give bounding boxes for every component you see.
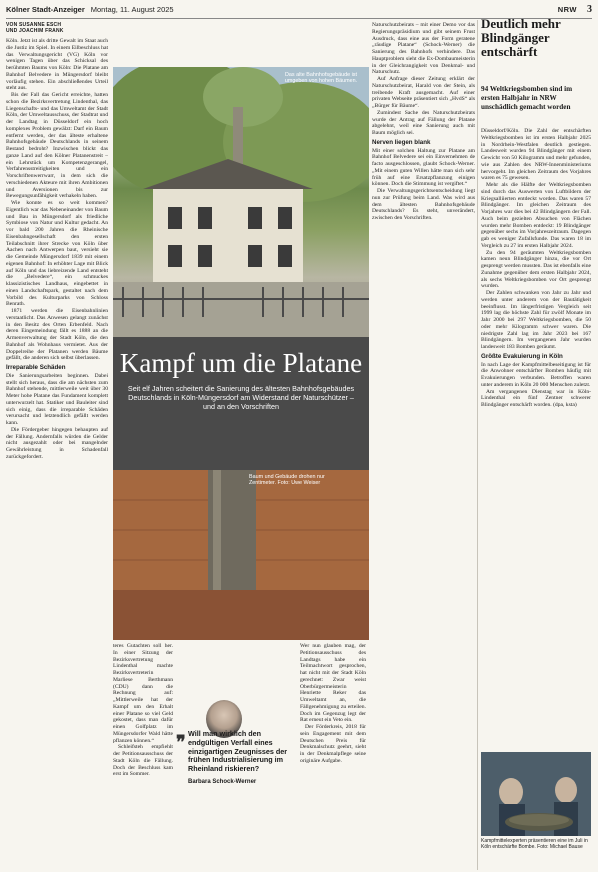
photo-station-building: [113, 67, 369, 337]
paragraph: Köln. Jetzt ist als dritte Gewalt im Staat auch die Justiz im Spiel. In einem Eilbeschluss hat das Verwaltungsgericht (VG) Köln vor wenigen Tagen über das Schicksal des berühmten Baums von Köln: Die Platane am Bahnhof Belvedere in Müngersdorf bleibt vorläufig stehen. Ein abschließendes Urteil steht aus.: [6, 38, 108, 92]
paragraph: Die Verwaltungsgerichtsentscheidung liegt nun zur Prüfung beim Land. Was wird aus dem ältesten Bahnhofsgebäude Deutschlands? Es steht, unverändert, zwischen den Vorschriften.: [372, 188, 475, 221]
column-divider: [477, 20, 478, 870]
sidebar-headline: Deutlich mehr Blindgänger entschärft: [481, 16, 561, 59]
photo-caption: Das alte Bahnhofsgebäude ist umgeben von hohen Bäumen.: [284, 72, 358, 85]
paragraph: Mehr als die Hälfte der Weltkriegsbomben sind durch das Auswerten von Luftbildern der Kriegsalliierten entdeckt worden. Das waren 57 Blindgänger. Im gleichen Zeitraum des Vorjahres war dies bei 42 Blindgängern der Fall. Auch beim gezielten Absuchen von Flächen wurden mehr Bomben entdeckt: 19 Blindgänger gegenüber sechs im Vorjahreszeitraum. Dagegen gab es weniger Zufallsfunde. Das waren 18 im Vergleich zu 27 im ersten Halbjahr 2024.: [481, 182, 591, 249]
newspaper-name: Kölner Stadt-Anzeiger: [6, 4, 85, 14]
paragraph: 1871 werden die Eisenbahnlinien verstaatlicht. Das Anwesen gelangt zunächst in den Besitz des Orten Erbenfeld. Nach deren Eingemeindung fällt es 1888 an die Armenverwaltung der Stadt Köln, die den Bahnhof als Wohnhaus vermietet. Aus der Doppelreihe der Platanen werden Bäume gefällt, die anderen sich selbst überlassen.: [6, 308, 108, 362]
sidebar-subheadline: 94 Weltkriegsbomben sind im ersten Halbjahr in NRW unschädlich gemacht worden: [481, 85, 573, 111]
article-column-1: [6, 22, 108, 870]
paragraph: Bis der Fall das Gericht erreichte, hatten schon die Bezirksvertretung Lindenthal, das Liegenschafts- und das Umweltamt der Stadt Köln, der Umweltausschuss, der Stadtrat und der Landtag in Düsseldorf ein hoch komplexes Problem gewälzt: Darf ein Baum entfernt werden, der das älteste erhaltene Bahnhofsgebäude Deutschlands in seinem Bestand bedroht? Inzwischen blickt das ganze Land auf den Kölner Platanenstreit – ein Lehrstück um Kompetenzgerangel, Verfahrensstreitigkeiten und ein Vorschriftenwerrwarr, in dem sich die verschiedenen Akteure mit ihren Ambitionen und Aversionen bis zur Bewegungsunfähigkeit verhakeln haben.: [6, 92, 108, 200]
byline-author-1: VON SUSANNE ESCH: [6, 22, 62, 28]
paragraph: Naturschutzbeirats – mit einer Demo vor das Regierungspräsidium und gibt seinem Frust Ausdruck, dass eine aus der Form geratene „räudige Platane“ (Schock-Werner) die Sanierung des Bahnhofs verhindere. Das Hauptproblem sieht die Ex-Dombaumeisterin in der Gleichrangigkeit von Denkmal- und Naturschutz.: [372, 22, 475, 76]
paragraph: Der Förderkreis, 2018 für sein Engagement mit dem Deutschen Preis für Denkmalschutz geehrt, sieht in der Denkmalpflege seine originäre Aufgabe.: [300, 724, 366, 764]
pull-quote: [176, 730, 294, 785]
paragraph: teres Gutachten soll her. In einer Sitzung der Bezirksvertretung Lindenthal machte Bezirksvertreterin Marliese Berthmann (CDU) dann die Rechnung auf: „Mittlerweile hat der Kampf um den Erhalt einer Platane so viel Geld gekostet, dass man dafür einen Golfplatz im Müngersdorfer Wald hätte pflanzen können.“: [113, 643, 173, 744]
article-column-4: [372, 22, 475, 870]
photo-bomb-experts: [481, 752, 591, 836]
article-column-2: [113, 643, 173, 870]
subheading: Irreparable Schäden: [6, 364, 66, 371]
paragraph: Auf Anfrage dieser Zeitung erklärt der Naturschutzbeirat, Harald von der Stein, als treibende Kraft ausgemacht. Auf einer privaten Webseite präsentiert sich „HvdS“ als „Bürger für Bäume“.: [372, 76, 475, 109]
section-label: NRW: [557, 4, 577, 14]
paragraph: Die Fördergeber hingegen behaupten auf der Fällung. Andernfalls würden die Gelder nicht ausgezahlt oder bei mangelnder Gewährleistung in Schadenfall zurückgefordert.: [6, 426, 108, 460]
tree-wall-illustration: [113, 470, 369, 640]
subheadline: Seit elf Jahren scheitert die Sanierung des ältesten Bahnhofsgebäudes Deutschlands in Köln-Müngersdorf am Widerstand der Naturschützer – und an den Vorschriften: [127, 384, 355, 412]
headline-box: [113, 337, 369, 470]
headline: Kampf um die Platane: [119, 348, 363, 378]
paragraph: Am vergangenen Dienstag war in Köln-Lindenthal ein fünf Zentner schwerer Blindgänger entschärft worden. (dpa, ksta): [481, 388, 591, 408]
paragraph: Wie konnte es so weit kommen? Eigentlich war das Nebeneinander von Baum und Bau in Müngersdorf als friedliche Symbiose von Natur und Kultur gedacht. An vor bald 200 Jahren die Rheinische Eisenbahngesellschaft den ersten Teilabschnitt ihrer Strecke von Köln über Aachen nach Antwerpen baut, versieht sie die Gemeinde Müngersdorf 1839 mit einem eigenen Bahnhof: In erhöhter Lage mit Blick auf Köln und das liebreizende Land entsteht die „Belvedere“, ein schmuckes klassizistisches Landhaus, eingebettet in einen Landschaftspark, gestaltet nach dem Vorbild des Kulturparks von Schloss Benrath.: [6, 200, 108, 308]
byline-author-2: UND JOACHIM FRANK: [6, 28, 64, 34]
station-illustration: [113, 67, 369, 337]
subheading: Nerven liegen blank: [372, 138, 431, 146]
paragraph: Wer nun glauben mag, der Petitionsausschuss des Landtags habe ein Teilmachtwort gesprochen, hat nicht mit der Stadt Köln gerechnet: Zwar weist Oberbürgermeisterin Henriette Reker das Umweltamt an, die Fällgenehmigung zu erteilen. Doch im Gegenzug legt der Rat erneut ein Veto ein.: [300, 643, 366, 724]
paragraph: Düsseldorf/Köln. Die Zahl der entschärften Weltkriegsbomben ist im ersten Halbjahr 2025 in Nordrhein-Westfalen deutlich gestiegen. Landesweit wurden 94 Blindgänger mit einem Gewicht von 50 Kilogramm und mehr gefunden, wie aus Zahlen des NRW-Innenministeriums hervorgeht. Im gleichen Zeitraum des Vorjahres waren es 75 gewesen.: [481, 128, 591, 182]
quote-mark-icon: ❞: [176, 732, 186, 752]
page-number: 3: [587, 3, 592, 15]
photo-caption: Baum und Gebäude drohen nur Zentimeter. Foto: Uwe Weiser: [249, 474, 325, 487]
sidebar-body: [481, 128, 591, 750]
byline: [6, 22, 108, 34]
photo-tree-and-wall: [113, 470, 369, 640]
paragraph: Zu den 94 geräumten Weltkriegsbomben kamen neun Blindgänger hinzu, die vor Ort gesprengt werden mussten. Das ist ebenfalls eine Zunahme gegenüber dem ersten Halbjahr 2024, als sechs Weltkriegsbomben vor Ort gesprengt wurden.: [481, 249, 591, 290]
paragraph: In nach Lage der Kampfmittelbeseitigung ist für die Anwohner entschärfter Bomben häufig mit Evakuierungen verbunden. Betroffen waren unter anderem in Köln 20 000 Menschen zuletzt.: [481, 361, 591, 388]
paragraph: Zumindest Sache des Naturschutzbeirats wurde der Antrag auf Fällung der Platane abgelehnt, weil eine Sanierung auch mit Baum möglich sei.: [372, 109, 475, 136]
issue-date: Montag, 11. August 2025: [90, 4, 174, 14]
paragraph: Der Zahlen schwanken von Jahr zu Jahr und werden unter anderem von der Bautätigkeit beeinflusst. Im längerfristigen Vergleich seit 1999 lag die höchste Zahl für zwölf Monate im Jahr 2000 bei 297 Weltkriegsbomben, die 50 oder mehr Kilogramm schwer waren. Die niedrigste Zahl lag im Jahr 2023 bei 167 Blindgängern. Im vergangenen Jahr wurden landesweit 183 Bomben geräumt.: [481, 290, 591, 350]
subheading: Größte Evakuierung in Köln: [481, 352, 563, 360]
quote-author: Barbara Schock-Werner: [188, 778, 257, 785]
article-column-3: [300, 643, 366, 870]
bomb-illustration: [481, 752, 591, 836]
paragraph: Die Sanierungsarbeiten beginnen. Dabei stellt sich heraus, dass die am nächsten zum Bahnhof stehende, mittlerweile weit über 30 Meter hohe Platane das Fundament komplett unterwurzelt hat. Statiker und Bauleiter sind sich einig, dass die irreparable Schäden verursacht und letztendlich gefällt werden kann.: [6, 372, 108, 426]
paragraph: Mit einer solchen Haltung zur Platane am Bahnhof Belvedere sei ein Einvernehmen de facto ausgeschlossen, glaubt Schock-Werner. „Mit einem guten Willen hätte man sich sehr früh auf eine Ersatzpflanzung einigen können. Doch die Stimmung ist vergiftet.“: [372, 147, 475, 188]
quote-text: Will man wirklich den endgültigen Verfall eines einzigartigen Zeugnisses der frühen Industrialisierung im Rheinland riskieren?: [188, 729, 288, 774]
photo-caption: Kampfmittelexperten präsentieren eine im Juli in Köln entschärfte Bombe. Foto: Michael Bause: [481, 838, 588, 850]
paragraph: Schleifsteh empfiehlt der Petitionsausschuss der Stadt Köln die Fällung. Doch der Beschluss kam erst im Sommer.: [113, 744, 173, 778]
